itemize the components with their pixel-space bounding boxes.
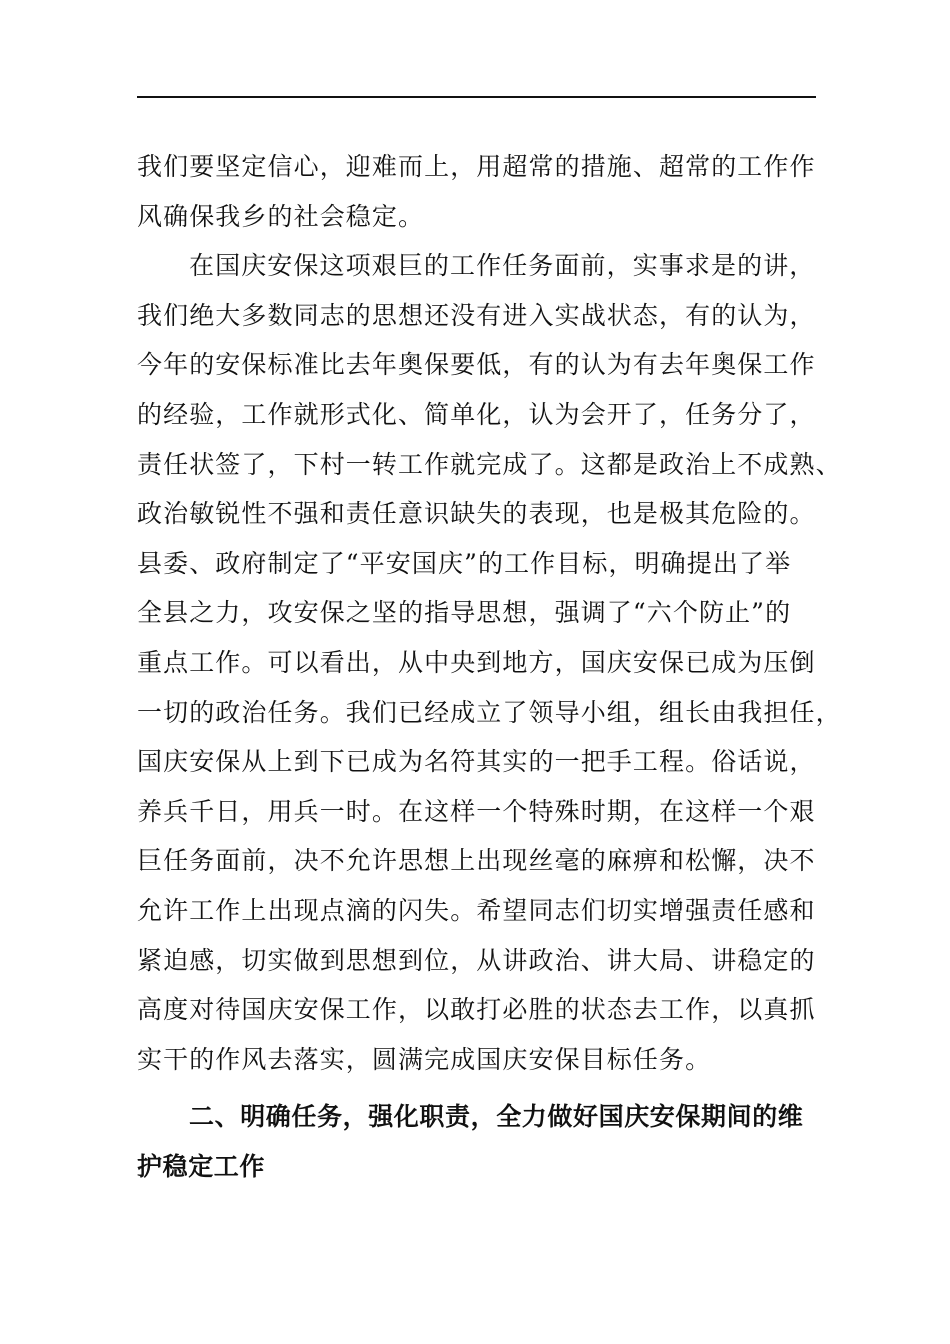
text-line: 责任状签了，下村一转工作就完成了。这都是政治上不成熟、 xyxy=(137,449,842,479)
text-line: 我们要坚定信心，迎难而上，用超常的措施、超常的工作作 xyxy=(137,152,816,181)
header-rule xyxy=(137,96,816,98)
text-line: 巨任务面前，决不允许思想上出现丝毫的麻痹和松懈，决不 xyxy=(137,846,816,876)
document-body xyxy=(137,142,842,1191)
text-line: 高度对待国庆安保工作，以敢打必胜的状态去工作，以真抓 xyxy=(137,995,816,1025)
text-line: 允许工作上出现点滴的闪失。希望同志们切实增强责任感和 xyxy=(137,895,816,925)
text-line: 在国庆安保这项艰巨的工作任务面前，实事求是的讲， xyxy=(189,251,816,281)
paragraph-continuation xyxy=(137,142,827,241)
heading-line: 二、明确任务，强化职责，全力做好国庆安保期间的维 xyxy=(189,1102,804,1132)
text-line: 国庆安保从上到下已成为名符其实的一把手工程。俗话说， xyxy=(137,747,816,777)
text-line: 全县之力，攻安保之坚的指导思想，强调了“六个防止”的 xyxy=(137,598,792,628)
text-line: 政治敏锐性不强和责任意识缺失的表现，也是极其危险的。 xyxy=(137,499,816,529)
text-line: 今年的安保标准比去年奥保要低，有的认为有去年奥保工作 xyxy=(137,350,816,380)
section-heading xyxy=(137,1092,827,1191)
paragraph-security-attitude xyxy=(137,241,842,1084)
text-line: 实干的作风去落实，圆满完成国庆安保目标任务。 xyxy=(137,1044,712,1074)
text-line: 的经验，工作就形式化、简单化，认为会开了，任务分了， xyxy=(137,399,816,429)
text-line: 一切的政治任务。我们已经成立了领导小组，组长由我担任， xyxy=(137,697,842,727)
text-line: 紧迫感，切实做到思想到位，从讲政治、讲大局、讲稳定的 xyxy=(137,945,816,975)
text-line: 县委、政府制定了“平安国庆”的工作目标，明确提出了举 xyxy=(137,548,792,578)
heading-line: 护稳定工作 xyxy=(137,1151,266,1181)
text-line: 重点工作。可以看出，从中央到地方，国庆安保已成为压倒 xyxy=(137,647,816,677)
text-line: 我们绝大多数同志的思想还没有进入实战状态，有的认为， xyxy=(137,300,816,330)
text-line: 养兵千日，用兵一时。在这样一个特殊时期，在这样一个艰 xyxy=(137,796,816,826)
text-line: 风确保我乡的社会稳定。 xyxy=(137,201,425,231)
